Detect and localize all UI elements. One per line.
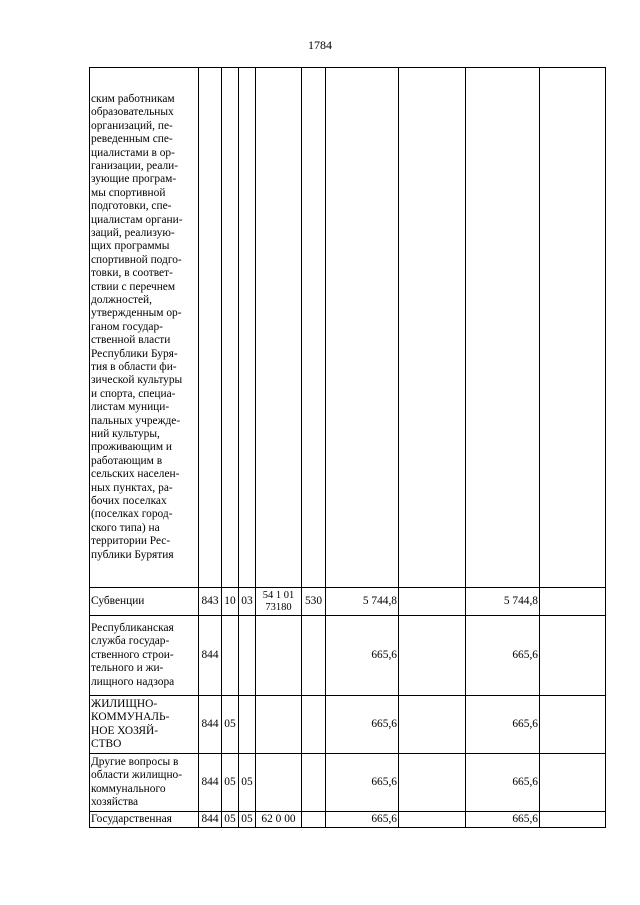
- name-line: бочих поселках: [91, 495, 167, 508]
- sum-cell: [540, 812, 606, 828]
- sum-cell: 665,6: [466, 754, 540, 812]
- sum-cell: [326, 68, 399, 588]
- name-line: образовательных: [91, 106, 174, 119]
- csr-cell: [256, 696, 302, 754]
- name-line: Республики Буря-: [91, 347, 178, 360]
- name-line: спортивной подго-: [91, 253, 182, 266]
- csr-cell: [256, 68, 302, 588]
- name-line: зической культуры: [91, 374, 183, 387]
- rz-cell: 05: [222, 812, 239, 828]
- rz-cell: [222, 68, 239, 588]
- ved-cell: 844: [199, 616, 222, 696]
- rz-cell: [222, 616, 239, 696]
- csr-cell: 54 1 01 73180: [256, 588, 302, 616]
- name-line: щих программы: [91, 240, 170, 253]
- sum-cell: 665,6: [466, 616, 540, 696]
- sum-cell: 5 744,8: [466, 588, 540, 616]
- sum-cell: [399, 696, 466, 754]
- sum-cell: [399, 616, 466, 696]
- row-name: [90, 754, 199, 812]
- name-line: ных пунктах, ра-: [91, 481, 173, 494]
- pr-cell: 05: [239, 812, 256, 828]
- name-line: ганом государ-: [91, 320, 163, 333]
- name-line: ЖИЛИЩНО-: [91, 697, 158, 710]
- name-line: сельских населен-: [91, 468, 180, 481]
- sum-cell: [399, 68, 466, 588]
- sum-cell: [540, 754, 606, 812]
- vr-cell: [302, 754, 326, 812]
- table-row: [90, 616, 606, 696]
- name-line: лищного надзора: [91, 675, 175, 688]
- name-line: НОЕ ХОЗЯЙ-: [91, 724, 159, 737]
- pr-cell: 05: [239, 754, 256, 812]
- name-line: ний культуры,: [91, 428, 160, 441]
- name-line: тельного и жи-: [91, 662, 164, 675]
- name-line: области жилищно-: [91, 769, 183, 782]
- name-line: КОММУНАЛЬ-: [91, 711, 170, 724]
- name-line: и спорта, специа-: [91, 387, 176, 400]
- name-line: тия в области фи-: [91, 361, 177, 374]
- ved-cell: 844: [199, 754, 222, 812]
- vr-cell: 530: [302, 588, 326, 616]
- row-name: [90, 696, 199, 754]
- name-line: хозяйства: [91, 795, 139, 808]
- pr-cell: [239, 616, 256, 696]
- table-row: [90, 812, 606, 828]
- rz-cell: 05: [222, 696, 239, 754]
- name-line: мы спортивной: [91, 186, 166, 199]
- name-line: ственного строи-: [91, 648, 174, 661]
- sum-cell: [540, 588, 606, 616]
- csr-cell: [256, 616, 302, 696]
- page-number: 1784: [308, 38, 332, 52]
- budget-table: [89, 67, 606, 828]
- sum-cell: 665,6: [466, 812, 540, 828]
- sum-cell: [540, 616, 606, 696]
- sum-cell: [399, 588, 466, 616]
- sum-cell: [540, 68, 606, 588]
- name-line: ского типа) на: [91, 521, 160, 534]
- name-line: циалистам органи-: [91, 213, 183, 226]
- name-line: организаций, пе-: [91, 119, 173, 132]
- name-line: территории Рес-: [91, 535, 171, 548]
- name-line: проживающим и: [91, 441, 172, 454]
- sum-cell: 665,6: [326, 812, 399, 828]
- pr-cell: [239, 696, 256, 754]
- vr-cell: [302, 68, 326, 588]
- sum-cell: [466, 68, 540, 588]
- name-line: работающим в: [91, 454, 163, 467]
- vr-cell: [302, 696, 326, 754]
- name-line: публики Бурятия: [91, 548, 174, 561]
- name-line: пальных учрежде-: [91, 414, 181, 427]
- csr-cell: 62 0 00: [256, 812, 302, 828]
- sum-cell: [399, 812, 466, 828]
- sum-cell: [399, 754, 466, 812]
- ved-cell: 843: [199, 588, 222, 616]
- name-line: ганизации, реали-: [91, 159, 179, 172]
- csr-cell: [256, 754, 302, 812]
- name-line: заций, реализую-: [91, 226, 175, 239]
- ved-cell: [199, 68, 222, 588]
- table-row: [90, 68, 606, 588]
- vr-cell: [302, 812, 326, 828]
- name-line: (поселках город-: [91, 508, 173, 521]
- name-line: утвержденным ор-: [91, 307, 182, 320]
- sum-cell: 665,6: [466, 696, 540, 754]
- sum-cell: 665,6: [326, 616, 399, 696]
- name-line: Республиканская: [91, 621, 174, 634]
- name-line: коммунального: [91, 782, 166, 795]
- rz-cell: 05: [222, 754, 239, 812]
- name-line: зующие програм-: [91, 173, 177, 186]
- sum-cell: [540, 696, 606, 754]
- row-name: Государственная: [90, 812, 199, 828]
- row-name: Субвенции: [90, 588, 199, 616]
- ved-cell: 844: [199, 696, 222, 754]
- table-row: [90, 754, 606, 812]
- row-name: [90, 68, 199, 588]
- name-line: Другие вопросы в: [91, 755, 179, 768]
- name-line: ственной власти: [91, 334, 171, 347]
- name-line: должностей,: [91, 293, 153, 306]
- name-line: ствии с перечнем: [91, 280, 176, 293]
- name-line: товки, в соответ-: [91, 267, 173, 280]
- pr-cell: 03: [239, 588, 256, 616]
- pr-cell: [239, 68, 256, 588]
- sum-cell: 5 744,8: [326, 588, 399, 616]
- name-line: СТВО: [91, 737, 122, 750]
- rz-cell: 10: [222, 588, 239, 616]
- vr-cell: [302, 616, 326, 696]
- table-row: [90, 696, 606, 754]
- table-row: [90, 588, 606, 616]
- name-line: циалистами в ор-: [91, 146, 175, 159]
- name-line: листам муници-: [91, 401, 170, 414]
- name-line: подготовки, спе-: [91, 200, 172, 213]
- ved-cell: 844: [199, 812, 222, 828]
- name-line: служба государ-: [91, 635, 170, 648]
- sum-cell: 665,6: [326, 696, 399, 754]
- sum-cell: 665,6: [326, 754, 399, 812]
- name-line: ским работникам: [91, 92, 175, 105]
- row-name: [90, 616, 199, 696]
- name-line: реведенным спе-: [91, 133, 173, 146]
